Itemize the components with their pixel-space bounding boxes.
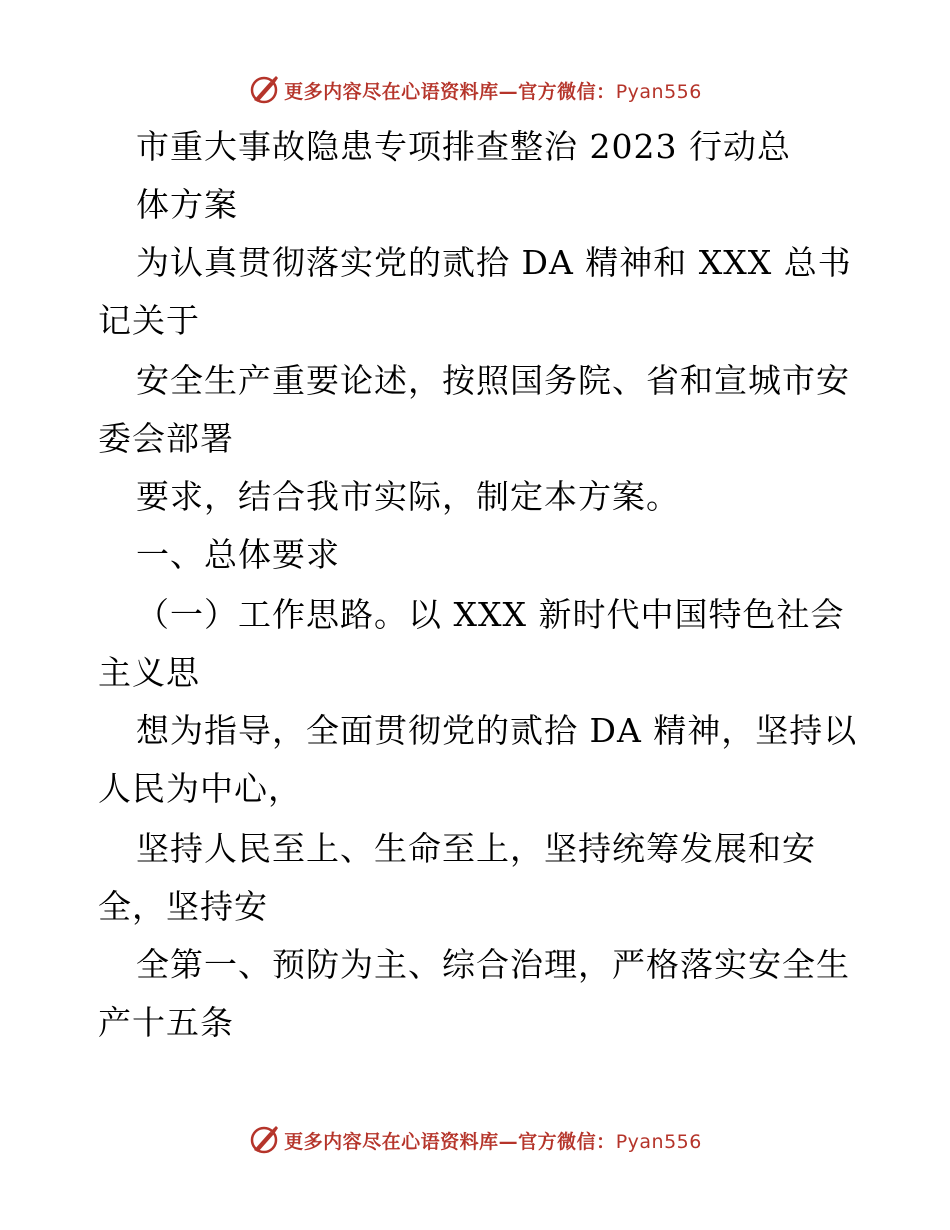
- quill-pen-logo-icon: [248, 1124, 280, 1156]
- paragraph-line: 想为指导，全面贯彻党的贰拾 DA 精神，坚持以: [136, 711, 858, 750]
- watermark-text: 更多内容尽在心语资料库—官方微信：Pyan556: [284, 80, 702, 103]
- paragraph-line: （一）工作思路。以 XXX 新时代中国特色社会: [136, 595, 845, 634]
- paragraph-line: 产十五条: [98, 1003, 234, 1042]
- watermark-text: 更多内容尽在心语资料库—官方微信：Pyan556: [284, 1130, 702, 1153]
- paragraph-line: 记关于: [98, 301, 200, 340]
- paragraph-line: 人民为中心，: [98, 769, 302, 808]
- paragraph-line: 为认真贯彻落实党的贰拾 DA 精神和 XXX 总书: [136, 243, 852, 282]
- watermark-banner-top: [0, 70, 950, 110]
- paragraph-line: 要求，结合我市实际，制定本方案。: [136, 477, 680, 516]
- document-title-line-2: 体方案: [136, 185, 238, 224]
- paragraph-line: 委会部署: [98, 419, 234, 458]
- document-title-line-1: 市重大事故隐患专项排查整治 2023 行动总: [136, 127, 791, 166]
- paragraph-line: 主义思: [98, 653, 200, 692]
- paragraph-line: 坚持人民至上、生命至上，坚持统筹发展和安: [136, 829, 816, 868]
- paragraph-line: 全第一、预防为主、综合治理，严格落实安全生: [136, 945, 850, 984]
- quill-pen-logo-icon: [248, 74, 280, 106]
- paragraph-line: 全，坚持安: [98, 887, 268, 926]
- section-heading: 一、总体要求: [136, 535, 340, 574]
- watermark-banner-bottom: [0, 1120, 950, 1160]
- paragraph-line: 安全生产重要论述，按照国务院、省和宣城市安: [136, 361, 850, 400]
